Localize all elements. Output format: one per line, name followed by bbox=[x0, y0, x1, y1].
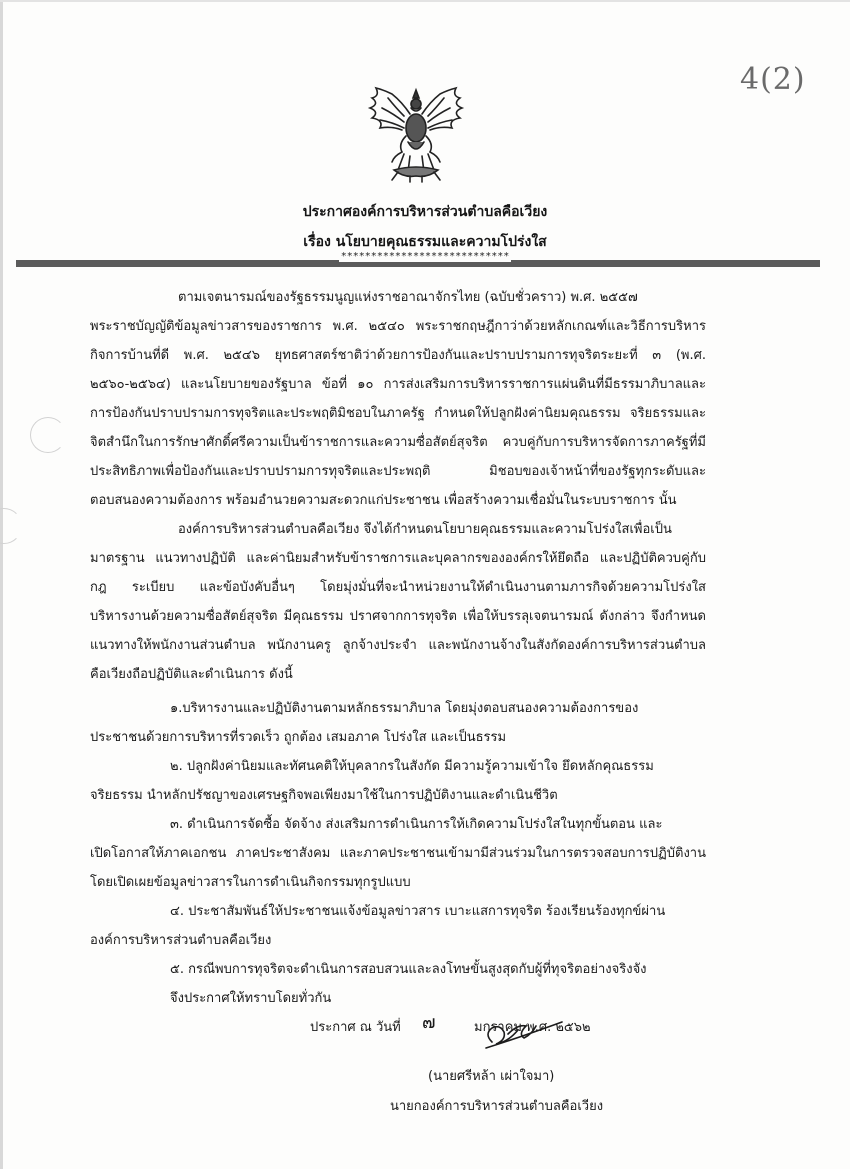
handwritten-signature bbox=[478, 1012, 568, 1052]
paragraph-2-line: องค์การบริหารส่วนตำบลคือเวียง จึงได้กำหนดนโยบายคุณธรรมและความโปร่งใสเพื่อเป็น bbox=[178, 522, 672, 537]
announcement-title: ประกาศองค์การบริหารส่วนตำบลคือเวียง bbox=[302, 204, 548, 220]
paragraph-1-line: กิจการบ้านที่ดี พ.ศ. ๒๕๔๖ ยุทธศาสตร์ชาติว่าด้วยการป้องกันและปราบปรามการทุจริตระยะที่ ๓ (พ.ศ. bbox=[90, 348, 706, 363]
paragraph-2-line: บริหารงานด้วยความซื่อสัตย์สุจริต มีคุณธรรม ปราศจากการทุจริต เพื่อให้บรรลุเจตนารมณ์ ดังกล่าว จึงกำหนด bbox=[90, 609, 706, 624]
policy-item-4: ๔. ประชาสัมพันธ์ให้ประชาชนแจ้งข้อมูลข่าวสาร เบาะแสการทุจริต ร้องเรียนร้องทุกข์ผ่าน bbox=[170, 904, 666, 919]
paragraph-1-line: ๒๕๖๐-๒๕๖๔) และนโยบายของรัฐบาล ข้อที่ ๑๐ การส่งเสริมการบริหารราชการแผ่นดินที่มีธรรมาภิบาลและ bbox=[90, 377, 706, 392]
paragraph-2-line: กฎ ระเบียบ และข้อบังคับอื่นๆ โดยมุ่งมั่นที่จะนำหน่วยงานให้ดำเนินงานตามภารกิจด้วยความโปร่งใส bbox=[90, 580, 706, 595]
paragraph-1-line: การป้องกันปราบปรามการทุจริตและประพฤติมิชอบในภาครัฐ กำหนดให้ปลูกฝังค่านิยมคุณธรรม จริยธรรมและ bbox=[90, 406, 706, 421]
policy-item-2: จริยธรรม นำหลักปรัชญาของเศรษฐกิจพอเพียงมาใช้ในการปฏิบัติงานและดำเนินชีวิต bbox=[90, 788, 558, 803]
paragraph-1-line: จิตสำนึกในการรักษาศักดิ์ศรีความเป็นข้าราชการและความซื่อสัตย์สุจริต ควบคู่กับการบริหารจัดการภาครัฐที่มี bbox=[90, 435, 706, 450]
policy-item-5: ๕. กรณีพบการทุจริตจะดำเนินการสอบสวนและลงโทษขั้นสูงสุดกับผู้ที่ทุจริตอย่างจริงจัง bbox=[170, 962, 647, 977]
policy-item-4: องค์การบริหารส่วนตำบลคือเวียง bbox=[90, 933, 272, 948]
paragraph-1-line: ประสิทธิภาพเพื่อป้องกันและปราบปรามการทุจริตและประพฤติ มิชอบของเจ้าหน้าที่ของรัฐทุกระดับและ bbox=[90, 464, 706, 479]
policy-item-1: ประชาชนด้วยการบริหารที่รวดเร็ว ถูกต้อง เสมอภาค โปร่งใส และเป็นธรรม bbox=[90, 730, 507, 745]
paragraph-1-line: พระราชบัญญัติข้อมูลข่าวสารของราชการ พ.ศ. ๒๕๔๐ พระราชกฤษฎีกาว่าด้วยหลักเกณฑ์และวิธีการบริหาร bbox=[90, 319, 706, 334]
paragraph-2-line: มาตรฐาน แนวทางปฏิบัติ และค่านิยมสำหรับข้าราชการและบุคลากรขององค์กรให้ยึดถือ และปฏิบัติควบคู่กับ bbox=[90, 551, 706, 566]
policy-item-1: ๑.บริหารงานและปฏิบัติงานตามหลักธรรมาภิบาล โดยมุ่งตอบสนองความต้องการของ bbox=[170, 701, 639, 716]
signatory-position: นายกองค์การบริหารส่วนตำบลคือเวียง bbox=[390, 1099, 604, 1114]
asterisk-separator: **************************** bbox=[340, 251, 510, 262]
policy-item-3: ๓. ดำเนินการจัดซื้อ จัดจ้าง ส่งเสริมการดำเนินการให้เกิดความโปร่งใสในทุกขั้นตอน และ bbox=[170, 817, 663, 832]
punch-hole-mark bbox=[30, 417, 66, 453]
announcement-subject: เรื่อง นโยบายคุณธรรมและความโปร่งใส bbox=[303, 234, 547, 250]
scan-edge-left bbox=[0, 0, 3, 1169]
policy-item-2: ๒. ปลูกฝังค่านิยมและทัศนคติให้บุคลากรในสังกัด มีความรู้ความเข้าใจ ยึดหลักคุณธรรม bbox=[170, 759, 654, 774]
punch-hole-mark bbox=[0, 508, 22, 544]
garuda-emblem-icon bbox=[358, 84, 474, 184]
announce-date-prefix: ประกาศ ณ วันที่ bbox=[310, 1020, 401, 1035]
policy-item-3: โดยเปิดเผยข้อมูลข่าวสารในการดำเนินกิจกรรมทุกรูปแบบ bbox=[90, 875, 411, 890]
handwritten-page-number: 4(2) bbox=[740, 62, 806, 97]
paragraph-1-line: ตอบสนองความต้องการ พร้อมอำนวยความสะดวกแก่ประชาชน เพื่อสร้างความเชื่อมั่นในระบบราชการ นั้น bbox=[90, 493, 677, 508]
paragraph-1-line: ตามเจตนารมณ์ของรัฐธรรมนูญแห่งราชอาณาจักรไทย (ฉบับชั่วคราว) พ.ศ. ๒๕๕๗ bbox=[178, 290, 638, 305]
scan-edge-top bbox=[0, 0, 850, 2]
closing-statement: จึงประกาศให้ทราบโดยทั่วกัน bbox=[170, 991, 332, 1006]
paragraph-2-line: แนวทางให้พนักงานส่วนตำบล พนักงานครู ลูกจ้างประจำ และพนักงานจ้างในสังกัดองค์การบริหารส่วนตำบล bbox=[90, 638, 706, 653]
announce-date-month-year: มกราคม พ.ศ. ๒๕๖๒ bbox=[474, 1020, 591, 1035]
signatory-name: (นายศรีหล้า เผ่าใจมา) bbox=[428, 1069, 555, 1084]
policy-item-3: เปิดโอกาสให้ภาคเอกชน ภาคประชาสังคม และภาคประชาชนเข้ามามีส่วนร่วมในการตรวจสอบการปฏิบัติงาน bbox=[90, 846, 706, 861]
paragraph-2-line: คือเวียงถือปฏิบัติและดำเนินการ ดังนี้ bbox=[90, 667, 293, 682]
announce-date-day: ๗ bbox=[422, 1012, 436, 1033]
